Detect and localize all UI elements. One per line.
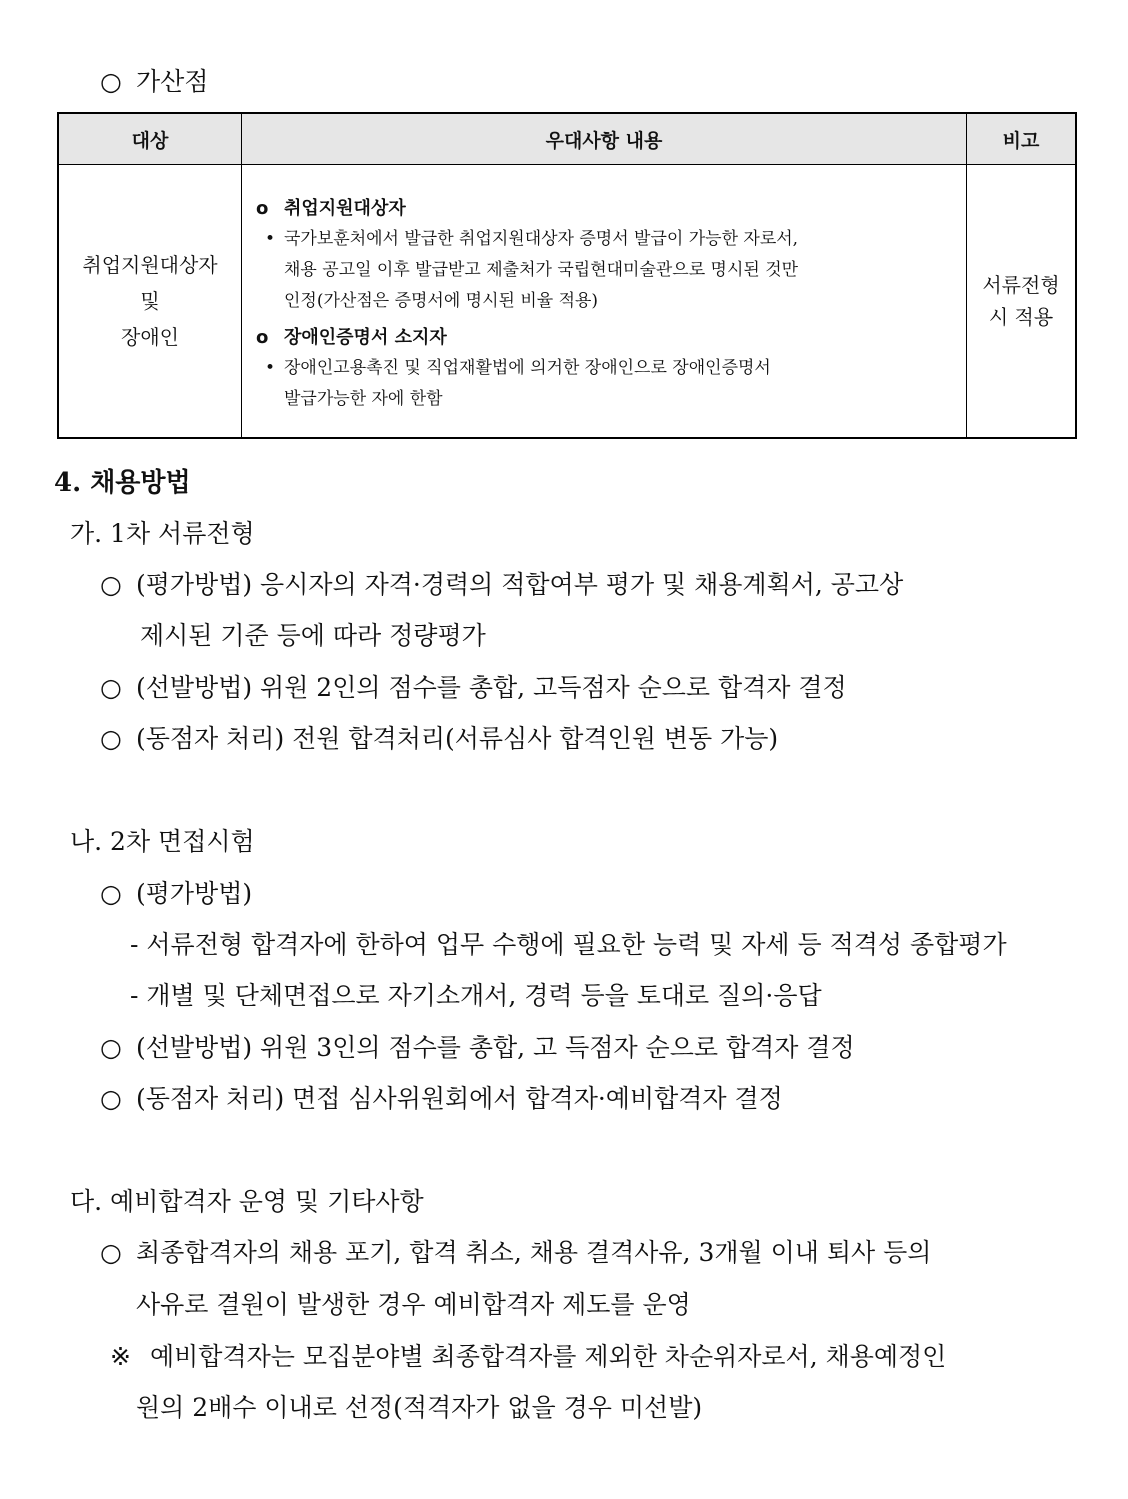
stage2-bullet-eval: ○ (평가방법) bbox=[100, 879, 253, 908]
bullet-circle: ○ bbox=[100, 67, 122, 96]
header-content: 우대사항 내용 bbox=[242, 113, 967, 165]
group-item bbox=[256, 353, 956, 415]
target-line: 및 bbox=[140, 289, 160, 313]
section-title: 4. 채용방법 bbox=[54, 468, 191, 498]
target-line: 장애인 bbox=[121, 325, 179, 349]
stage1-bullet-eval: ○ (평가방법) 응시자의 자격·경력의 적합여부 평가 및 채용계획서, 공고상 bbox=[100, 570, 904, 599]
bonus-heading bbox=[100, 62, 208, 98]
stage2-title: 나. 2차 면접시험 bbox=[70, 827, 255, 856]
target-cell bbox=[58, 165, 242, 439]
bullet-circle: ○ bbox=[100, 879, 122, 908]
item-line: 발급가능한 자에 한함 bbox=[284, 388, 443, 409]
item-line: 장애인고용촉진 및 직업재활법에 의거한 장애인으로 장애인증명서 bbox=[284, 357, 771, 378]
bonus-table bbox=[57, 112, 1077, 439]
content-cell bbox=[242, 165, 967, 439]
stage3-note: ※ 예비합격자는 모집분야별 최종합격자를 제외한 차순위자로서, 채용예정인 bbox=[110, 1342, 947, 1371]
group-bullet: o bbox=[256, 326, 269, 348]
stage1-title: 가. 1차 서류전형 bbox=[70, 519, 255, 548]
header-target: 대상 bbox=[58, 113, 242, 165]
item-bullet: • bbox=[264, 228, 276, 249]
group-title: o 취업지원대상자 bbox=[256, 197, 406, 219]
group-title: o 장애인증명서 소지자 bbox=[256, 326, 447, 348]
stage2-dash-item: - 개별 및 단체면접으로 자기소개서, 경력 등을 토대로 질의·응답 bbox=[130, 981, 822, 1010]
bullet-circle: ○ bbox=[100, 1238, 122, 1267]
bullet-circle: ○ bbox=[100, 1033, 122, 1062]
stage2-dash-item: - 서류전형 합격자에 한하여 업무 수행에 필요한 능력 및 자세 등 적격성 종합평가 bbox=[130, 930, 1007, 959]
group-bullet: o bbox=[256, 197, 269, 219]
bonus-table-row bbox=[58, 165, 1076, 439]
stage2-bullet-tie: ○ (동점자 처리) 면접 심사위원회에서 합격자·예비합격자 결정 bbox=[100, 1084, 783, 1113]
target-line: 취업지원대상자 bbox=[82, 253, 218, 277]
group-item bbox=[256, 224, 956, 317]
stage3-title: 다. 예비합격자 운영 및 기타사항 bbox=[70, 1187, 424, 1216]
bullet-circle: ○ bbox=[100, 570, 122, 599]
stage3-bullet: ○ 최종합격자의 채용 포기, 합격 취소, 채용 결격사유, 3개월 이내 퇴사 등의 bbox=[100, 1238, 932, 1267]
bonus-heading-text: 가산점 bbox=[136, 67, 209, 96]
bullet-circle: ○ bbox=[100, 724, 122, 753]
note-cell bbox=[967, 165, 1077, 439]
bullet-circle: ○ bbox=[100, 673, 122, 702]
bonus-table-header-row bbox=[58, 113, 1076, 165]
item-line: 채용 공고일 이후 발급받고 제출처가 국립현대미술관으로 명시된 것만 bbox=[284, 259, 799, 280]
stage3-bullet-cont: 사유로 결원이 발생한 경우 예비합격자 제도를 운영 bbox=[136, 1290, 691, 1319]
stage2-bullet-select: ○ (선발방법) 위원 3인의 점수를 총합, 고 득점자 순으로 합격자 결정 bbox=[100, 1033, 855, 1062]
item-line: 국가보훈처에서 발급한 취업지원대상자 증명서 발급이 가능한 자로서, bbox=[284, 228, 799, 249]
note-line: 서류전형 bbox=[982, 273, 1060, 297]
stage1-bullet-select: ○ (선발방법) 위원 2인의 점수를 총합, 고득점자 순으로 합격자 결정 bbox=[100, 673, 847, 702]
bullet-circle: ○ bbox=[100, 1084, 122, 1113]
header-note: 비고 bbox=[967, 113, 1077, 165]
note-mark: ※ bbox=[110, 1342, 131, 1371]
stage1-bullet-eval-cont: 제시된 기준 등에 따라 정량평가 bbox=[140, 621, 486, 650]
stage1-bullet-tie: ○ (동점자 처리) 전원 합격처리(서류심사 합격인원 변동 가능) bbox=[100, 724, 779, 753]
note-line: 시 적용 bbox=[988, 305, 1054, 329]
item-line: 인정(가산점은 증명서에 명시된 비율 적용) bbox=[284, 290, 599, 311]
item-bullet: • bbox=[264, 357, 276, 378]
stage3-note-cont: 원의 2배수 이내로 선정(적격자가 없을 경우 미선발) bbox=[136, 1393, 703, 1422]
